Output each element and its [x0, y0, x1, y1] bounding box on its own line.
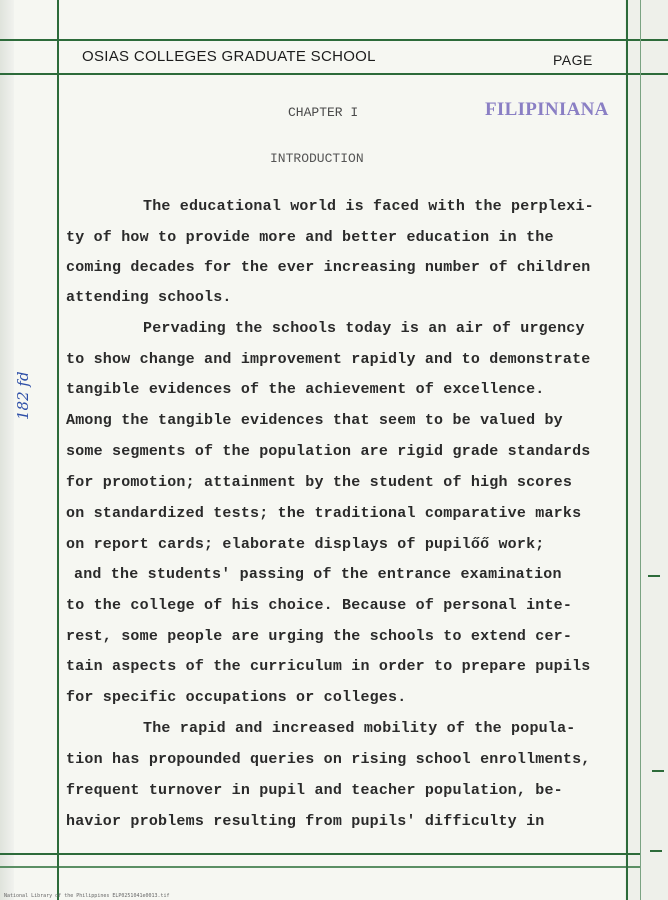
text-line: some segments of the population are rigid grade standards [66, 443, 591, 460]
text-line: ty of how to provide more and better education in the [66, 229, 554, 246]
text-line: rest, some people are urging the schools to extend cer- [66, 628, 573, 645]
header-rule [0, 73, 668, 75]
text-line: for specific occupations or colleges. [66, 689, 407, 706]
top-rule [0, 39, 668, 41]
text-line: Among the tangible evidences that seem to be valued by [66, 412, 563, 429]
text-line: to the college of his choice. Because of personal inte- [66, 597, 573, 614]
edge-mark [648, 575, 660, 577]
header-page-label: PAGE [553, 52, 593, 68]
text-line: tion has propounded queries on rising school enrollments, [66, 751, 591, 768]
text-line: The rapid and increased mobility of the popula- [143, 720, 576, 737]
text-line: tangible evidences of the achievement of excellence. [66, 381, 545, 398]
section-title: INTRODUCTION [270, 151, 364, 166]
scan-shadow [0, 0, 14, 900]
text-line: frequent turnover in pupil and teacher population, be- [66, 782, 563, 799]
edge-mark [652, 770, 664, 772]
text-line: tain aspects of the curriculum in order to prepare pupils [66, 658, 591, 675]
text-line: The educational world is faced with the perplexi- [143, 198, 594, 215]
text-line: for promotion; attainment by the student of high scores [66, 474, 573, 491]
library-stamp: FILIPINIANA [485, 99, 609, 120]
text-line: Pervading the schools today is an air of urgency [143, 320, 585, 337]
edge-mark [650, 850, 662, 852]
text-line: attending schools. [66, 289, 232, 306]
page-margin-strip [625, 0, 668, 900]
text-line: on standardized tests; the traditional comparative marks [66, 505, 582, 522]
text-line: coming decades for the ever increasing number of children [66, 259, 591, 276]
margin-annotation: 182 fd [14, 371, 32, 420]
right-outer-rule [640, 0, 641, 900]
text-line: havior problems resulting from pupils' difficulty in [66, 813, 545, 830]
chapter-heading: CHAPTER I [288, 105, 359, 120]
text-line: and the students' passing of the entrance examination [74, 566, 562, 583]
header-title: OSIAS COLLEGES GRADUATE SCHOOL [82, 48, 376, 65]
bottom-rule [0, 853, 640, 855]
right-margin-rule [626, 0, 628, 900]
text-line: to show change and improvement rapidly and to demonstrate [66, 351, 591, 368]
scan-footer: National Library of the Philippines ELP0251041e0013.tif [4, 893, 170, 899]
bottom-rule-lower [0, 866, 640, 868]
text-line: on report cards; elaborate displays of pupilőő work; [66, 536, 545, 553]
left-margin-rule [57, 0, 59, 900]
